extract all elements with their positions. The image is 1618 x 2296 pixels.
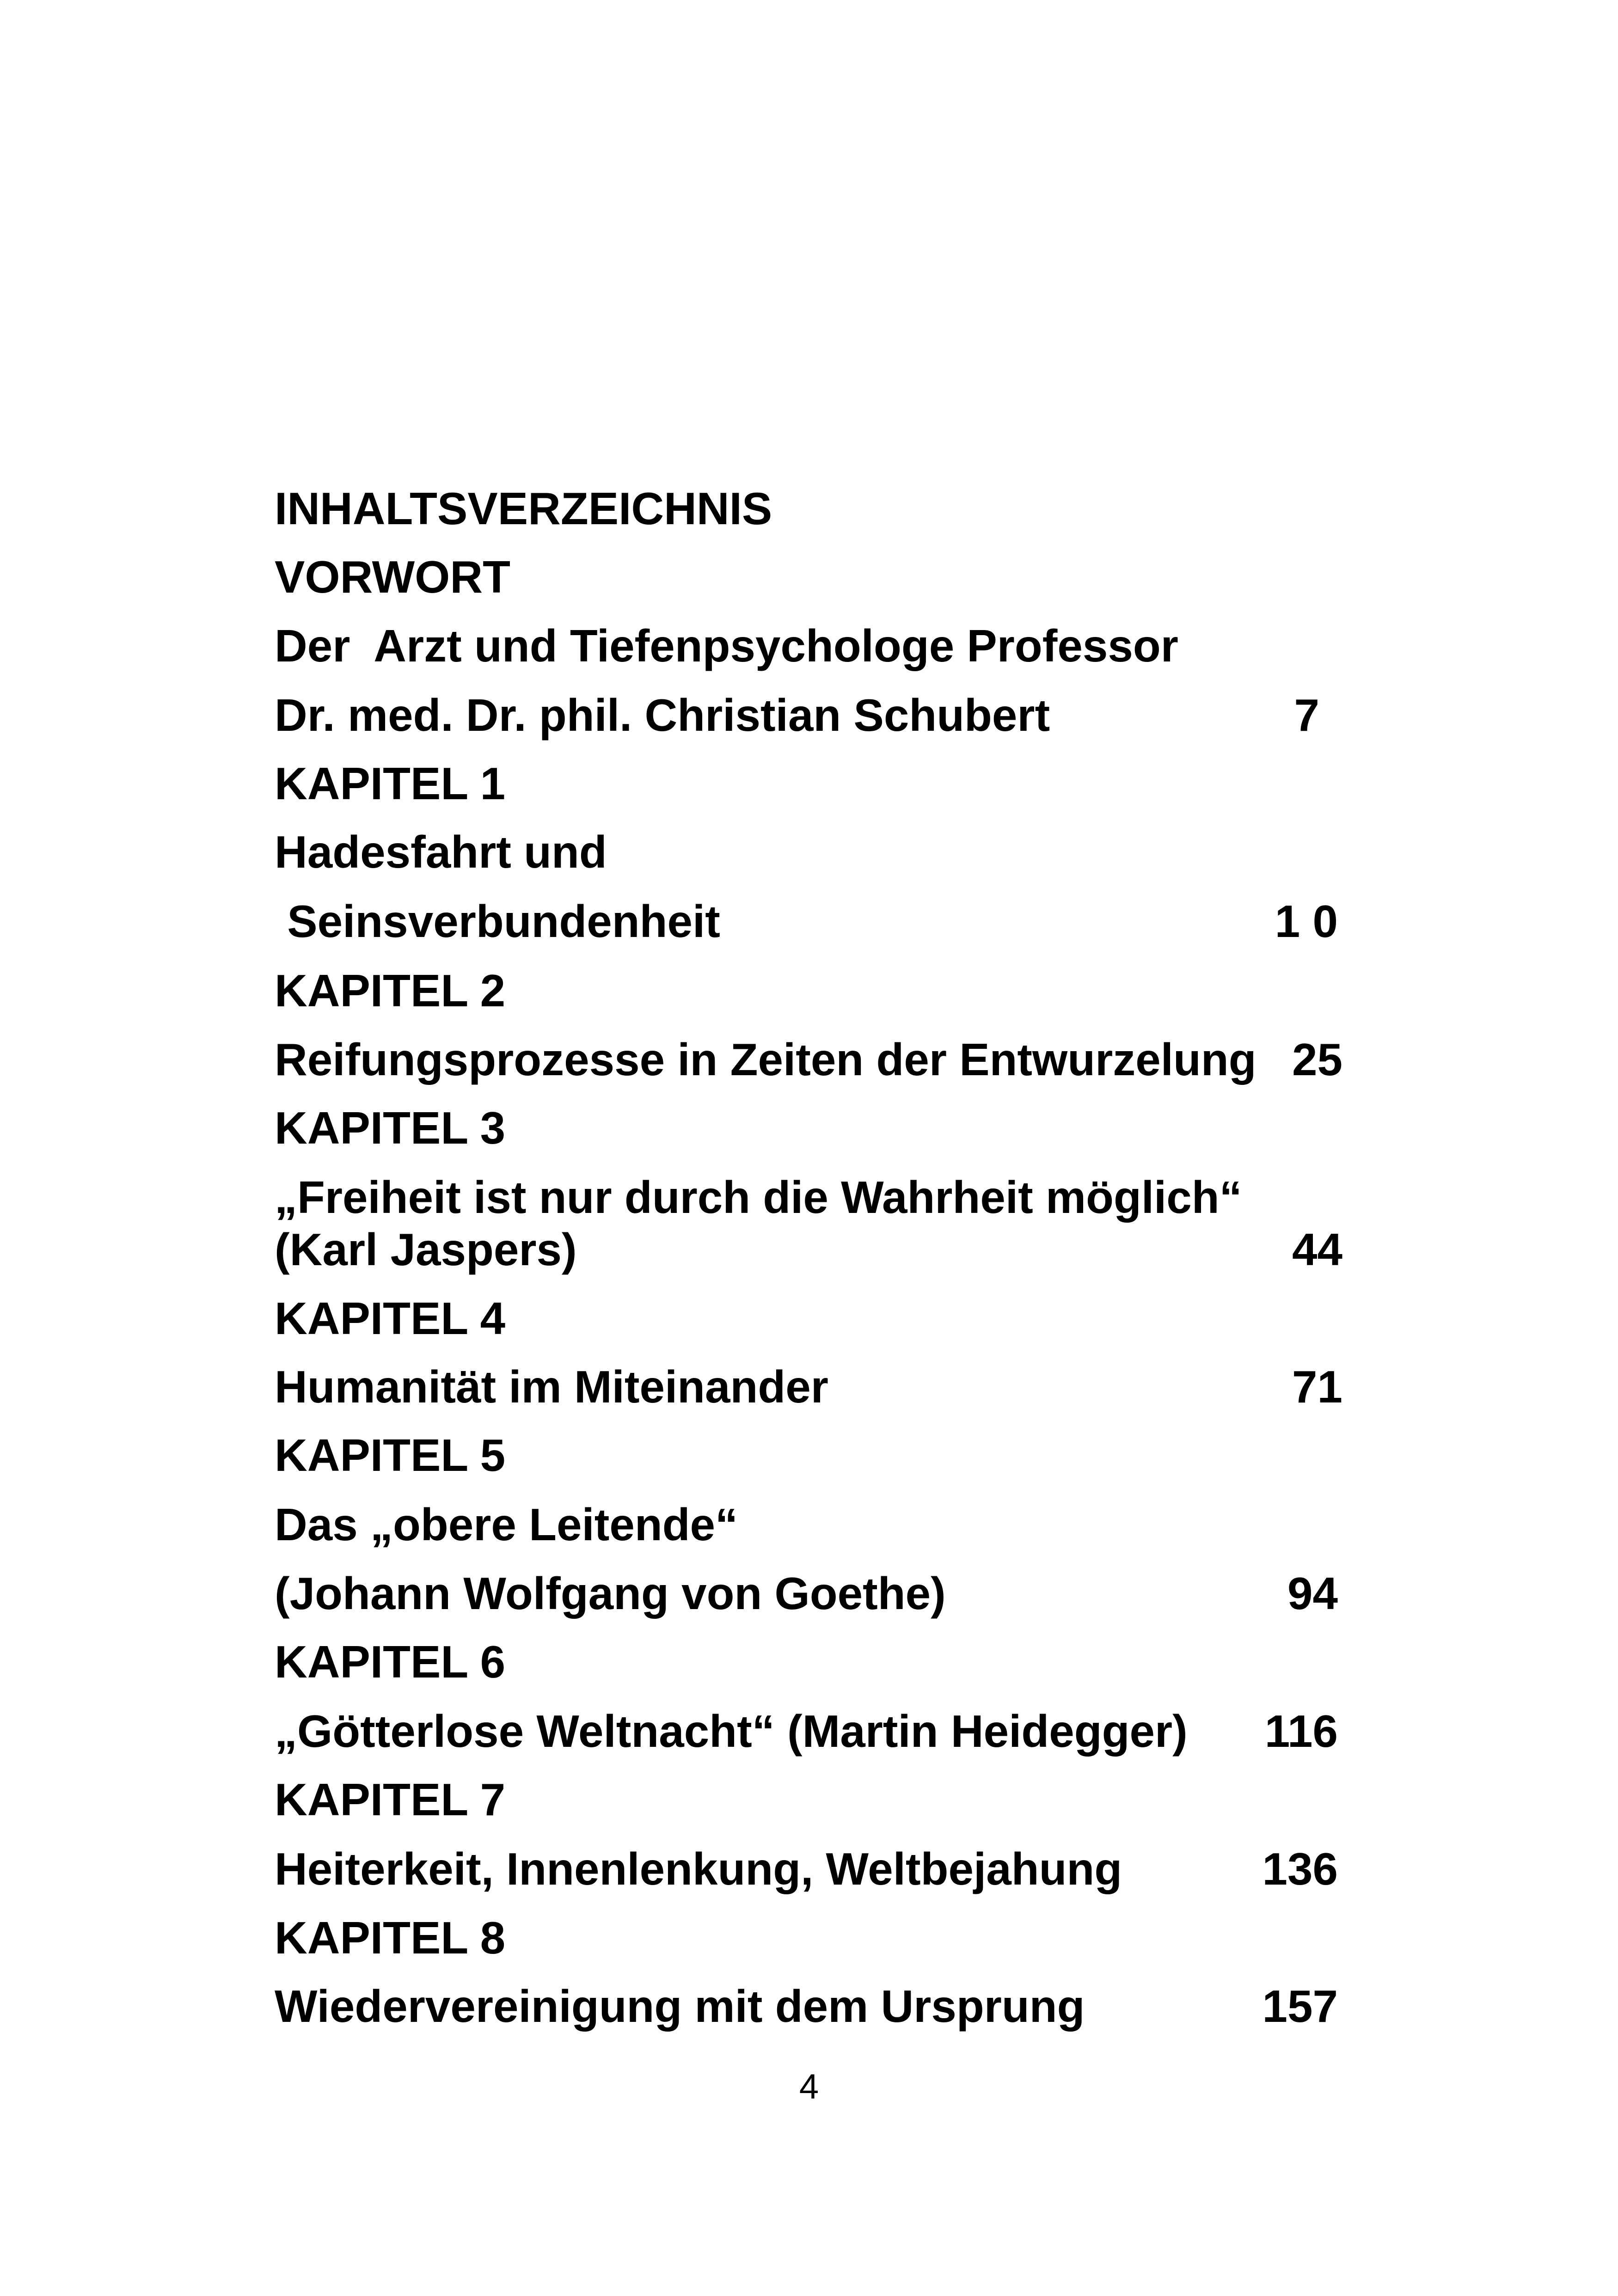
toc-page-number: 116 — [1264, 1706, 1338, 1757]
toc-page-number: 25 — [1292, 1034, 1342, 1085]
toc-entry-text: „Götterlose Weltnacht“ (Martin Heidegger) — [275, 1706, 1188, 1757]
toc-entry-kapitel-3-line2 — [275, 1224, 1342, 1275]
toc-entry-text: Reifungsprozesse in Zeiten der Entwurzelung — [275, 1034, 1256, 1085]
toc-page-number: 71 — [1292, 1361, 1342, 1412]
toc-entry-kapitel-1-line1 — [275, 827, 1352, 877]
toc-entry-text: Humanität im Miteinander — [275, 1361, 828, 1412]
toc-entry-kapitel-1-line2 — [275, 896, 1338, 947]
toc-entry-text: (Johann Wolfgang von Goethe) — [275, 1568, 946, 1619]
toc-heading-kapitel-7 — [275, 1774, 1352, 1825]
toc-heading-text: KAPITEL 2 — [275, 965, 506, 1016]
toc-heading-kapitel-5 — [275, 1430, 1352, 1481]
toc-heading-kapitel-4 — [275, 1293, 1352, 1344]
toc-entry-kapitel-2 — [275, 1034, 1342, 1085]
toc-entry-text: Wiedervereinigung mit dem Ursprung — [275, 1981, 1085, 2032]
toc-entry-kapitel-5-line2 — [275, 1568, 1338, 1619]
toc-heading-kapitel-8 — [275, 1912, 1352, 1963]
toc-entry-kapitel-8 — [275, 1981, 1338, 2032]
toc-heading-text: KAPITEL 1 — [275, 758, 506, 809]
toc-heading-text: KAPITEL 8 — [275, 1912, 506, 1963]
toc-entry-text: Das „obere Leitende“ — [275, 1499, 738, 1550]
toc-page-number: 94 — [1287, 1568, 1338, 1619]
toc-entry-kapitel-5-line1 — [275, 1499, 1352, 1550]
toc-heading-text: VORWORT — [275, 551, 510, 602]
toc-entry-text: Heiterkeit, Innenlenkung, Weltbejahung — [275, 1843, 1122, 1894]
toc-entry-kapitel-4 — [275, 1361, 1342, 1412]
toc-page-number: 1 0 — [1275, 896, 1338, 947]
toc-heading-kapitel-2 — [275, 965, 1352, 1016]
toc-page-number: 157 — [1262, 1981, 1338, 2032]
toc-heading-kapitel-6 — [275, 1636, 1352, 1687]
toc-entry-text: Dr. med. Dr. phil. Christian Schubert — [275, 690, 1050, 741]
toc-title — [275, 483, 1352, 534]
toc-heading-text: KAPITEL 7 — [275, 1774, 506, 1825]
page-number: 4 — [799, 2067, 819, 2106]
toc-page-number: 44 — [1292, 1224, 1342, 1275]
toc-heading-kapitel-1 — [275, 758, 1352, 809]
toc-entry-text: Der Arzt und Tiefenpsychologe Professor — [275, 620, 1178, 671]
toc-entry-text: Hadesfahrt und — [275, 827, 607, 877]
toc-entry-text: Seinsverbundenheit — [275, 896, 720, 947]
toc-heading-text: KAPITEL 4 — [275, 1293, 506, 1344]
toc-entry-vorwort-line2 — [275, 690, 1319, 741]
toc-heading-vorwort — [275, 551, 1352, 602]
toc-page-number: 7 — [1294, 690, 1319, 741]
toc-heading-text: KAPITEL 5 — [275, 1430, 506, 1481]
toc-page-number: 136 — [1262, 1843, 1338, 1894]
toc-entry-kapitel-7 — [275, 1843, 1338, 1894]
toc-heading-kapitel-3 — [275, 1102, 1352, 1153]
toc-entry-kapitel-6 — [275, 1706, 1338, 1757]
toc-heading-text: KAPITEL 6 — [275, 1636, 506, 1687]
toc-heading-text: KAPITEL 3 — [275, 1102, 506, 1153]
toc-entry-kapitel-3-line1 — [275, 1172, 1352, 1223]
toc-title-text: INHALTSVERZEICHNIS — [275, 483, 772, 534]
toc-entry-vorwort-line1 — [275, 620, 1352, 671]
toc-entry-text: (Karl Jaspers) — [275, 1224, 577, 1275]
toc-entry-text: „Freiheit ist nur durch die Wahrheit möglich“ — [275, 1172, 1242, 1223]
